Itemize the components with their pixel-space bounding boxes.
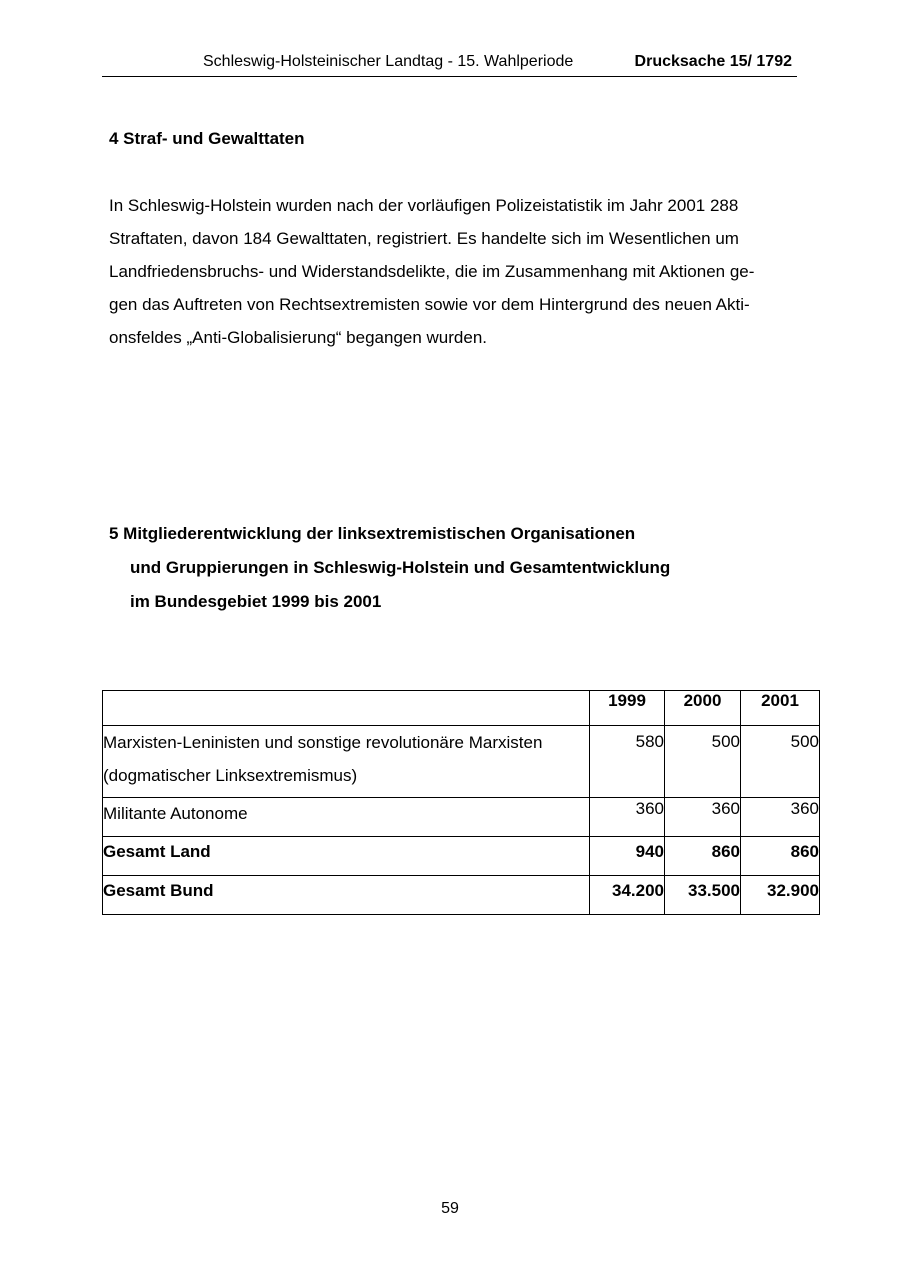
table-header-cell: 1999 xyxy=(590,691,665,726)
section-5-heading-line: im Bundesgebiet 1999 bis 2001 xyxy=(130,592,382,611)
row-label: Gesamt Bund xyxy=(103,876,590,915)
table-row xyxy=(103,798,820,837)
table-row xyxy=(103,726,820,798)
row-label-line: Marxisten-Leninisten und sonstige revolutionäre Marxisten xyxy=(103,733,543,752)
table-cell: 860 xyxy=(665,837,741,876)
document-number: Drucksache 15/ 1792 xyxy=(634,53,792,70)
row-label: Militante Autonome xyxy=(103,798,590,837)
table-cell: 360 xyxy=(590,798,665,837)
table-header-cell: 2000 xyxy=(665,691,741,726)
table-cell: 500 xyxy=(741,726,820,798)
table-row-total-bund xyxy=(103,876,820,915)
paragraph-line: Straftaten, davon 184 Gewalttaten, registriert. Es handelte sich im Wesentlichen um xyxy=(109,229,739,248)
row-label xyxy=(103,726,590,798)
paragraph-line: In Schleswig-Holstein wurden nach der vorläufigen Polizeistatistik im Jahr 2001 288 xyxy=(109,196,739,215)
paragraph-line: onsfeldes „Anti-Globalisierung“ begangen wurden. xyxy=(109,328,488,347)
header-title: Schleswig-Holsteinischer Landtag - 15. Wahlperiode xyxy=(203,53,574,70)
table-cell: 360 xyxy=(741,798,820,837)
section-5-heading-line: 5 Mitgliederentwicklung der linksextremistischen Organisationen xyxy=(109,524,636,543)
table-row-total-land xyxy=(103,837,820,876)
page-header xyxy=(102,52,797,77)
section-4-heading: 4 Straf- und Gewalttaten xyxy=(109,129,305,148)
table-cell: 500 xyxy=(665,726,741,798)
paragraph-line: gen das Auftreten von Rechtsextremisten sowie vor dem Hintergrund des neuen Akti- xyxy=(109,295,750,314)
table-header-empty-cell xyxy=(103,691,590,726)
table-header-row xyxy=(103,691,820,726)
table-cell: 580 xyxy=(590,726,665,798)
row-label-line: (dogmatischer Linksextremismus) xyxy=(103,766,358,785)
table-cell: 33.500 xyxy=(665,876,741,915)
paragraph-line: Landfriedensbruchs- und Widerstandsdelikte, die im Zusammenhang mit Aktionen ge- xyxy=(109,262,755,281)
membership-table xyxy=(102,690,820,915)
table-cell: 34.200 xyxy=(590,876,665,915)
table-header-cell: 2001 xyxy=(741,691,820,726)
table-cell: 32.900 xyxy=(741,876,820,915)
page-number: 59 xyxy=(441,1200,459,1217)
table-cell: 940 xyxy=(590,837,665,876)
section-5-heading-line: und Gruppierungen in Schleswig-Holstein und Gesamtentwicklung xyxy=(130,558,671,577)
row-label: Gesamt Land xyxy=(103,837,590,876)
table-cell: 860 xyxy=(741,837,820,876)
table-cell: 360 xyxy=(665,798,741,837)
